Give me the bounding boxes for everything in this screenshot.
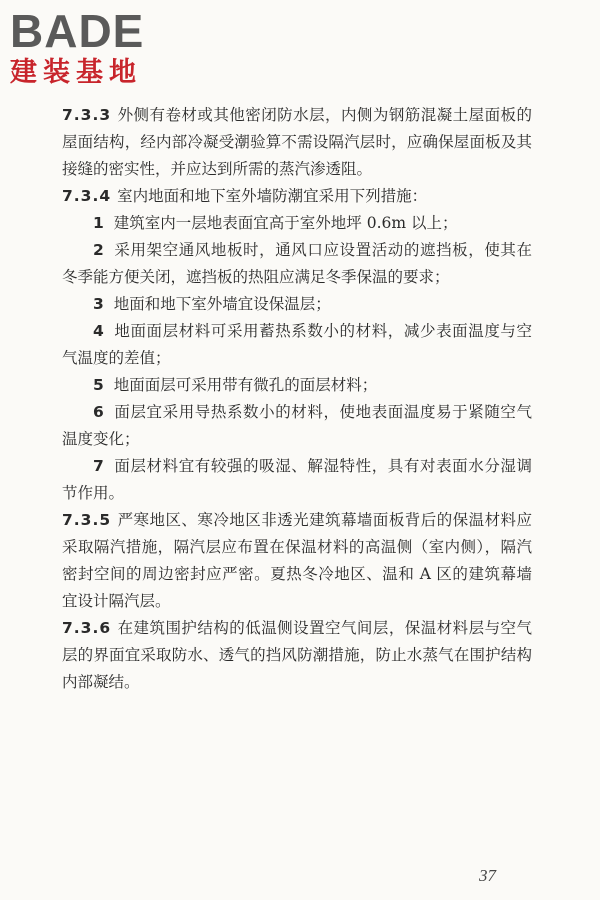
clause-text: 在建筑围护结构的低温侧设置空气间层，保温材料层与空气层的界面宜采取防水、透气的挡风防潮措施，防止水蒸气在围护结构内部凝结。: [62, 619, 532, 691]
item-number: 7: [93, 457, 104, 475]
list-item-7: [62, 453, 532, 507]
list-item-5: [62, 372, 532, 399]
clause-text: 严寒地区、寒冷地区非透光建筑幕墙面板背后的保温材料应采取隔汽措施，隔汽层应布置在保温材料的高温侧（室内侧），隔汽密封空间的周边密封应严密。夏热冬冷地区、温和 A 区的建筑幕墙宜设计隔汽层。: [62, 511, 532, 610]
logo-text-bade: BADE: [10, 5, 145, 57]
clause-number: 7.3.5: [62, 511, 112, 529]
clause-7-3-4: [62, 183, 532, 210]
list-item-1: [62, 210, 532, 237]
item-text: 面层材料宜有较强的吸湿、解湿特性，具有对表面水分湿调节作用。: [62, 457, 532, 502]
item-text: 建筑室内一层地表面宜高于室外地坪 0.6m 以上；: [113, 214, 458, 232]
page-number: 37: [479, 866, 496, 885]
item-text: 地面面层材料可采用蓄热系数小的材料，减少表面温度与空气温度的差值；: [62, 322, 532, 367]
item-number: 4: [93, 322, 104, 340]
item-number: 1: [93, 214, 104, 232]
logo-text-chinese: 建装基地: [10, 57, 142, 88]
item-text: 采用架空通风地板时，通风口应设置活动的遮挡板，使其在冬季能方便关闭，遮挡板的热阻应满足冬季保温的要求；: [62, 241, 532, 286]
clause-7-3-6: [62, 615, 532, 696]
item-number: 2: [93, 241, 104, 259]
clause-number: 7.3.3: [62, 106, 112, 124]
clause-7-3-3: [62, 102, 532, 183]
list-item-2: [62, 237, 532, 291]
item-text: 面层宜采用导热系数小的材料，使地表面温度易于紧随空气温度变化；: [62, 403, 532, 448]
item-text: 地面面层可采用带有微孔的面层材料；: [113, 376, 378, 394]
list-item-6: [62, 399, 532, 453]
item-number: 6: [93, 403, 104, 421]
bade-logo: [10, 6, 190, 90]
item-number: 3: [93, 295, 104, 313]
clause-number: 7.3.4: [62, 187, 112, 205]
item-text: 地面和地下室外墙宜设保温层；: [113, 295, 331, 313]
clause-7-3-5: [62, 507, 532, 615]
clause-text: 外侧有卷材或其他密闭防水层，内侧为钢筋混凝土屋面板的屋面结构，经内部冷凝受潮验算不需设隔汽层时，应确保屋面板及其接缝的密实性，并应达到所需的蒸汽渗透阻。: [62, 106, 532, 178]
clause-number: 7.3.6: [62, 619, 112, 637]
list-item-3: [62, 291, 532, 318]
list-item-4: [62, 318, 532, 372]
document-body: [62, 102, 532, 696]
clause-text: 室内地面和地下室外墙防潮宜采用下列措施：: [117, 187, 428, 205]
item-number: 5: [93, 376, 104, 394]
